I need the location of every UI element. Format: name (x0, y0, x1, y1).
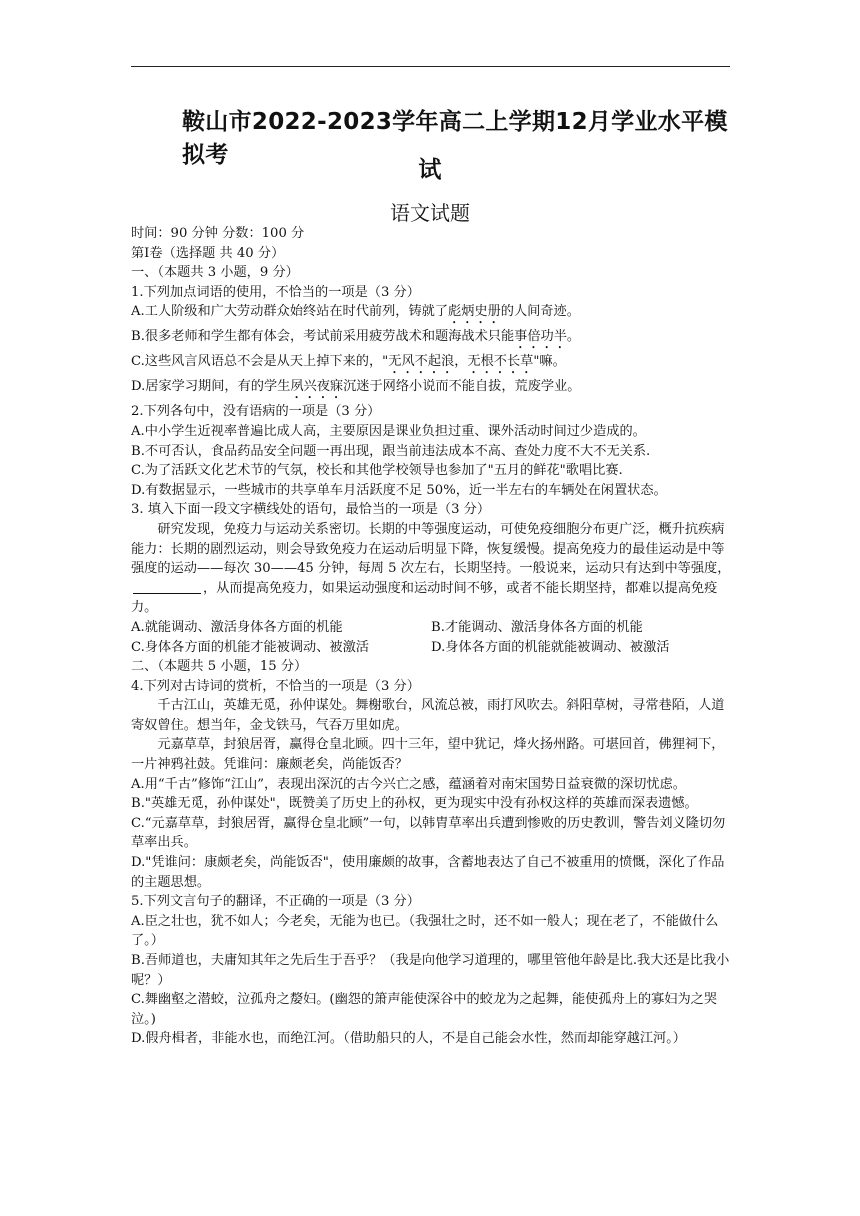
q1-option-b (131, 327, 731, 352)
q1-b-text: B.很多老师和学生都有体会，考试前采用疲劳战术和题海战术只能 (131, 329, 515, 345)
q1-b-text-end: 。 (566, 329, 581, 345)
q2-option-b: B.不可否认，食品药品安全问题一再出现，跟当前违法成本不高、查处力度不大不无关系. (131, 443, 651, 459)
q1-option-a (131, 302, 731, 327)
q4-option-a: A.用“千古”修饰“江山”，表现出深沉的古今兴亡之感，蕴涵着对南宋国势日益衰微的深切忧虑。 (131, 776, 686, 792)
section-heading-1: 一、（本题共 3 小题，9 分） (131, 265, 299, 281)
q3-options-row-1 (131, 618, 731, 638)
q1-stem: 1.下列加点词语的使用，不恰当的一项是（3 分） (131, 284, 420, 300)
q1-c-dotted-2: 无根不长草 (467, 354, 534, 370)
exam-content (131, 224, 731, 1049)
q2-option-c: C.为了活跃文化艺术节的气氛，校长和其他学校领导也参加了"五月的鲜花"歌唱比赛. (131, 463, 623, 479)
q3-option-a: A.就能调动、激活身体各方面的机能 (131, 619, 343, 635)
q3-option-d: D.身体各方面的机能就能被调动、被激活 (431, 639, 670, 655)
q2-stem: 2.下列各句中，没有语病的一项是（3 分） (131, 404, 381, 420)
q3-stem: 3. 填入下面一段文字横线处的语句，最恰当的一项是（3 分） (131, 502, 491, 518)
q4-stem: 4.下列对古诗词的赏析，不恰当的一项是（3 分） (131, 678, 420, 694)
q3-passage (131, 520, 731, 618)
q3-options-row-2 (131, 638, 731, 658)
exam-title-line2: 试 (418, 157, 442, 183)
q4-option-b: B."英雄无觅，孙仲谋处"，既赞美了历史上的孙权，更为现实中没有孙权这样的英雄而深表遗憾。 (131, 796, 698, 812)
q1-a-dotted: 彪炳史册 (448, 304, 501, 320)
q1-option-d (131, 377, 731, 402)
header-rule (131, 66, 730, 67)
q3-option-b: B.才能调动、激活身体各方面的机能 (431, 619, 643, 635)
q1-c-text: C.这些风言风语总不会是从天上掉下来的，" (131, 354, 389, 370)
q5-stem: 5.下列文言句子的翻译，不正确的一项是（3 分） (131, 894, 420, 910)
q1-d-dotted: 夙兴夜寐 (290, 379, 344, 395)
q4-poem-stanza-2: 元嘉草草，封狼居胥，赢得仓皇北顾。四十三年，望中犹记，烽火扬州路。可堪回首，佛狸祠下，一片神鸦社鼓。凭谁问：廉颇老矣，尚能饭否？ (131, 737, 725, 773)
q1-a-text-end: 的人间奇迹。 (500, 304, 580, 320)
q1-d-text-end: 沉迷于网络小说而不能自拔，荒废学业。 (343, 379, 581, 395)
q2-option-d: D.有数据显示，一些城市的共享单车月活跃度不足 50%，近一半左右的车辆处在闲置状态。 (131, 482, 667, 498)
q4-option-c: C.“元嘉草草，封狼居胥，赢得仓皇北顾”一句，以韩胄草率出兵遭到惨败的历史教训，警告刘义隆切勿草率出兵。 (131, 815, 726, 851)
q4-option-d: D."凭谁问：康颇老矣，尚能饭否"，使用廉颇的故事，含蓄地表达了自己不被重用的愤慨，深化了作品的主题思想。 (131, 855, 725, 890)
q5-option-b: B.吾师道也，夫庸知其年之先后生于吾乎？（我是向他学习道理的，哪里管他年龄是比.我大还是比我小呢？） (131, 953, 730, 988)
q1-b-dotted: 事倍功半 (514, 329, 567, 345)
q1-a-text: A.工人阶级和广大劳动群众始终站在时代前列，铸就了 (131, 304, 449, 320)
exam-title-line1: 鞍山市2022-2023学年高二上学期12月学业水平模拟考 (182, 109, 728, 168)
q1-d-text: D.居家学习期间，有的学生 (131, 379, 291, 395)
fill-in-blank (133, 579, 201, 594)
q1-c-text-end: "嘛。 (533, 354, 566, 370)
q1-option-c (131, 352, 731, 377)
section-heading-2: 二、（本题共 5 小题，15 分） (131, 659, 308, 675)
q5-option-a: A.臣之壮也，犹不如人；今老矣，无能为也已。（我强壮之时，还不如一般人；现在老了，不能做什么了。） (131, 913, 719, 949)
q5-option-d: D.假舟楫者，非能水也，而绝江河。（借助船只的人，不是自己能会水性，然而却能穿越江河。） (131, 1031, 686, 1047)
exam-subtitle: 语文试题 (390, 201, 470, 225)
q3-passage-end: ，从而提高免疫力，如果运动强度和运动时间不够，或者不能长期坚持，都难以提高免疫力。 (131, 580, 718, 616)
q4-poem-stanza-1: 千古江山，英雄无觅，孙仲谋处。舞榭歌台，风流总被，雨打风吹去。斜阳草树，寻常巷陌，人道寄奴曾住。想当年，金戈铁马，气吞万里如虎。 (131, 698, 725, 733)
q3-option-c: C.身体各方面的机能才能被调动、被激活 (131, 639, 369, 655)
q3-passage-start: 研究发现，免疫力与运动关系密切。长期的中等强度运动，可使免疫细胞分布更广泛，概升抗疾病能力：长期的剧烈运动，则会导致免疫力在运动后明显下降，恢复缓慢。提高免疫力的最佳运动是中等强度的运动——每次 30——45 分钟，每周 5 次左右，长期坚持。一般说来，运动只有达到中等强度， (131, 521, 731, 577)
q2-option-a: A.中小学生近视率普遍比成人高，主要原因是课业负担过重、课外活动时间过少造成的。 (131, 423, 646, 439)
q1-c-sep: ， (454, 354, 468, 370)
q1-c-dotted-1: 无风不起浪 (388, 354, 455, 370)
q5-option-c: C.舞幽壑之潜蛟，泣孤舟之嫠妇。(幽怨的箫声能使深谷中的蛟龙为之起舞，能使孤舟上的寡妇为之哭泣。) (131, 992, 718, 1027)
time-score: 时间：90 分钟 分数：100 分 (131, 226, 305, 241)
part-heading: 第Ⅰ卷（选择题 共 40 分） (131, 245, 285, 261)
